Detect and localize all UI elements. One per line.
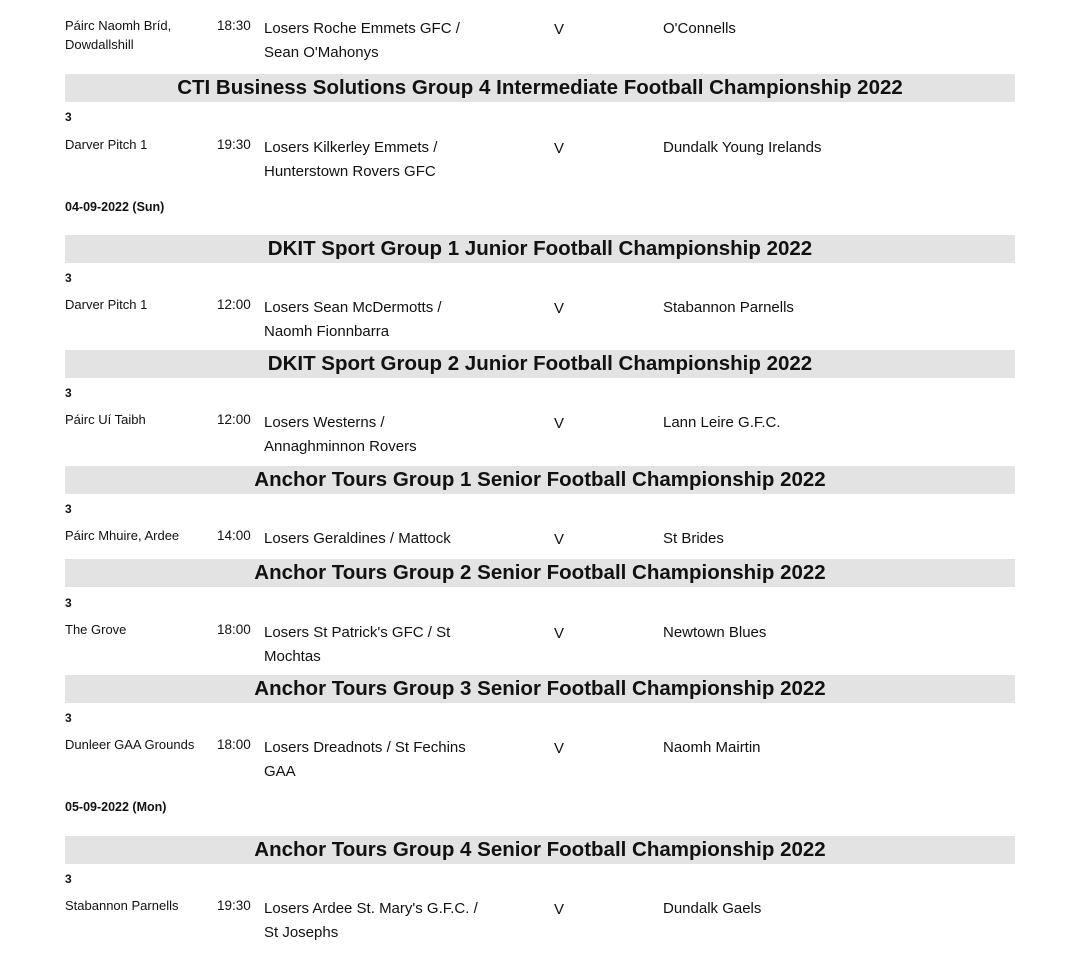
competition-banner: Anchor Tours Group 2 Senior Football Championship 2022 (65, 559, 1015, 587)
fixture-venue: Páirc Uí Taibh (65, 412, 146, 427)
round-number: 3 (65, 872, 72, 886)
fixture-away-team: Lann Leire G.F.C. (663, 414, 781, 431)
competition-banner: Anchor Tours Group 3 Senior Football Championship 2022 (65, 675, 1015, 703)
fixture-away-team: Dundalk Gaels (663, 900, 762, 917)
fixture-home-team: Losers Dreadnots / St Fechins GAA (264, 739, 466, 780)
date-heading: 05-09-2022 (Mon) (65, 800, 167, 814)
fixture-home-team: Losers St Patrick's GFC / St Mochtas (264, 624, 451, 665)
competition-banner: Anchor Tours Group 1 Senior Football Championship 2022 (65, 466, 1015, 494)
fixture-venue: Darver Pitch 1 (65, 297, 148, 312)
fixture-time: 14:00 (217, 528, 251, 543)
fixture-home-team: Losers Kilkerley Emmets / Hunterstown Rovers GFC (264, 139, 438, 180)
fixture-time: 18:00 (217, 622, 251, 637)
fixture-away-team: St Brides (663, 530, 724, 547)
fixture-versus: V (554, 740, 565, 757)
fixture-versus: V (554, 531, 565, 548)
fixture-row (0, 410, 1080, 460)
fixture-row (0, 135, 1080, 185)
round-number: 3 (65, 596, 72, 610)
competition-banner: Anchor Tours Group 4 Senior Football Championship 2022 (65, 836, 1015, 864)
competition-banner: CTI Business Solutions Group 4 Intermediate Football Championship 2022 (65, 74, 1015, 102)
fixture-time: 18:30 (217, 18, 251, 33)
round-number: 3 (65, 110, 72, 124)
fixture-time: 18:00 (217, 737, 251, 752)
fixture-away-team: Dundalk Young Irelands (663, 139, 822, 156)
fixture-time: 19:30 (217, 137, 251, 152)
fixture-venue: Páirc Naomh Bríd, Dowdallshill (65, 18, 172, 52)
competition-banner: DKIT Sport Group 1 Junior Football Championship 2022 (65, 235, 1015, 263)
fixture-home-team: Losers Ardee St. Mary's G.F.C. / St Josephs (264, 900, 478, 941)
fixture-home-team: Losers Roche Emmets GFC / Sean O'Mahonys (264, 20, 460, 61)
round-number: 3 (65, 502, 72, 516)
fixture-home-team: Losers Geraldines / Mattock (264, 530, 451, 547)
fixture-versus: V (554, 625, 565, 642)
fixture-away-team: Naomh Mairtin (663, 739, 761, 756)
fixture-venue: Dunleer GAA Grounds (65, 737, 195, 752)
fixture-row (0, 620, 1080, 670)
round-number: 3 (65, 711, 72, 725)
fixture-time: 12:00 (217, 412, 251, 427)
round-number: 3 (65, 271, 72, 285)
fixture-versus: V (554, 415, 565, 432)
fixture-home-team: Losers Westerns / Annaghminnon Rovers (264, 414, 417, 455)
fixture-row (0, 896, 1080, 946)
fixture-row (0, 295, 1080, 345)
fixture-row (0, 16, 1080, 66)
fixture-time: 12:00 (217, 297, 251, 312)
fixture-venue: Stabannon Parnells (65, 898, 179, 913)
date-heading: 04-09-2022 (Sun) (65, 200, 165, 214)
fixture-away-team: O'Connells (663, 20, 736, 37)
fixture-row (0, 735, 1080, 785)
fixture-away-team: Newtown Blues (663, 624, 767, 641)
fixture-versus: V (554, 300, 565, 317)
fixture-venue: Darver Pitch 1 (65, 137, 148, 152)
fixture-versus: V (554, 901, 565, 918)
fixture-away-team: Stabannon Parnells (663, 299, 794, 316)
fixture-versus: V (554, 21, 565, 38)
fixture-time: 19:30 (217, 898, 251, 913)
fixture-home-team: Losers Sean McDermotts / Naomh Fionnbarra (264, 299, 442, 340)
fixture-venue: Páirc Mhuire, Ardee (65, 528, 180, 543)
round-number: 3 (65, 386, 72, 400)
fixture-venue: The Grove (65, 622, 127, 637)
competition-banner: DKIT Sport Group 2 Junior Football Championship 2022 (65, 350, 1015, 378)
fixture-versus: V (554, 140, 565, 157)
